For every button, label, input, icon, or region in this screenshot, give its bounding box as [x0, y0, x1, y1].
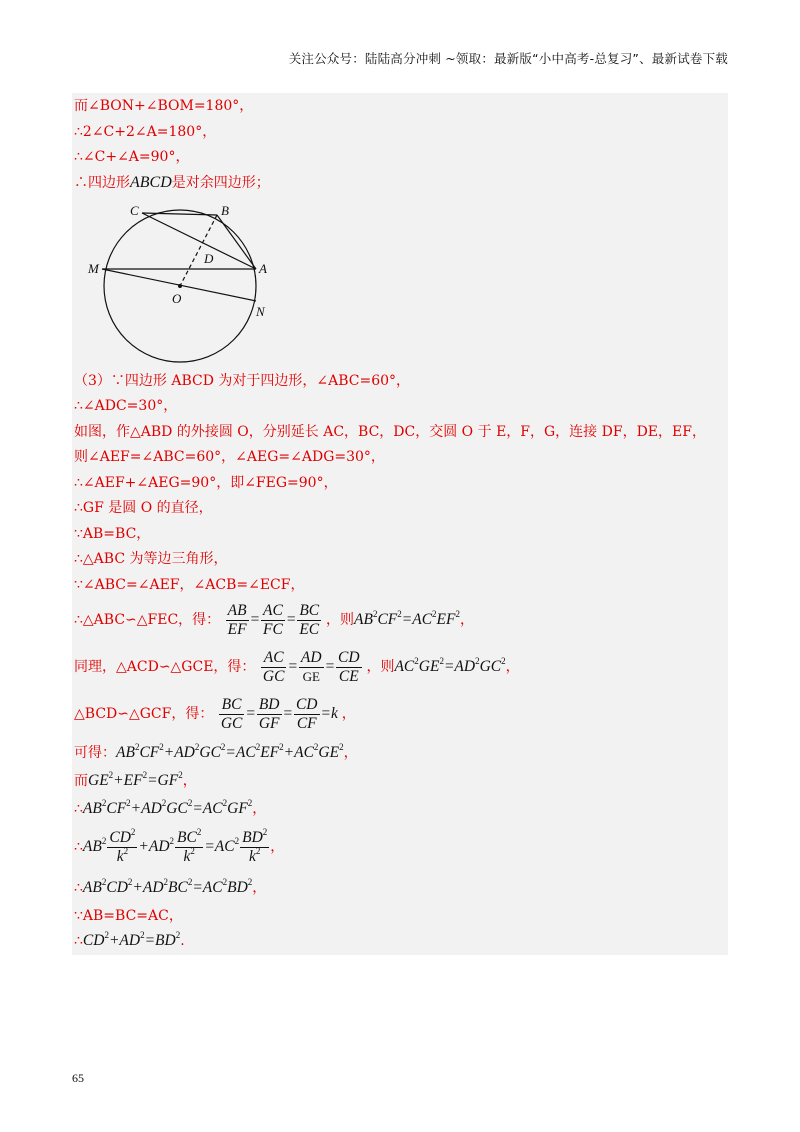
label-d: D	[204, 251, 214, 266]
text-line: 而∠BON+∠BOM=180°，	[74, 98, 254, 114]
text-line: 如图，作△ABD 的外接圆 O，分别延长 AC，BC，DC，交圆 O 于 E，F，G，连接 DF，DE，EF，	[74, 424, 706, 440]
text-line: ∴∠C+∠A=90°，	[74, 149, 190, 165]
label-n: N	[256, 304, 265, 319]
solution-panel	[72, 93, 728, 955]
equation-line: $\therefore AB^2$ $\frac{CD^2}{k^2}$ $+AD^2$ $\frac{BC^2}{k^2}$ $=AC^2$ $\frac{BD^2}{k^2}$ ，	[74, 826, 285, 865]
label-b: B	[221, 203, 229, 218]
equation-line: $\therefore CD^2+AD^2=BD^2$.	[74, 930, 185, 949]
text-line: ∵AB=BC=AC，	[74, 908, 183, 924]
equation-line: △BCD∽△GCF，得： $\frac{BC}{GC}$ = $\frac{BD}{GF}$ = $\frac{CD}{CF}$ =k ，	[74, 696, 356, 732]
circle-diagram	[80, 203, 280, 363]
page-header: 关注公众号：陆陆高分冲刺 ~领取：最新版“小中高考-总复习”、最新试卷下载	[288, 51, 728, 66]
text-line: 则∠AEF=∠ABC=60°，∠AEG=∠ADG=30°，	[74, 449, 385, 465]
text-line: ∴GF 是圆 O 的直径，	[74, 500, 213, 516]
equation-line: ∴△ABC∽△FEC，得： $\frac{AB}{EF}$ = $\frac{AC}{FC}$ = $\frac{BC}{EC}$ ，则$AB^2CF^2=AC^2EF^2$，	[74, 602, 474, 638]
label-c: C	[130, 203, 139, 218]
text-line: ∴∠AEF+∠AEG=90°，即∠FEG=90°，	[74, 475, 338, 491]
equation-line: 可得：$AB^2CF^2+AD^2GC^2=AC^2EF^2+AC^2GE^2$，	[74, 742, 358, 761]
equation-line: 同理，△ACD∽△GCE，得： $\frac{AC}{GC}$ = $\frac{AD}{GE}$ = $\frac{CD}{CE}$ ，则$AC^2GE^2=AD^2GC^2$，	[74, 649, 520, 685]
label-o: O	[172, 291, 182, 306]
text-line: ∴∠ADC=30°，	[74, 398, 178, 414]
label-m: M	[88, 261, 99, 276]
text-line: ∴2∠C+2∠A=180°，	[74, 124, 217, 140]
label-a: A	[259, 261, 267, 276]
text-line: ∴△ABC 为等边三角形，	[74, 551, 228, 567]
math-abcd: ABCD	[130, 174, 172, 191]
page-number: 65	[72, 1071, 84, 1085]
equation-line: 而$GE^2+EF^2=GF^2$，	[74, 770, 197, 789]
equation-line: $\therefore AB^2CF^2+AD^2GC^2=AC^2GF^2$，	[74, 798, 267, 817]
text-line: （3）∵四边形 ABCD 为对于四边形，∠ABC=60°，	[74, 373, 411, 389]
equation-line: $\therefore AB^2CD^2+AD^2BC^2=AC^2BD^2$，	[74, 877, 267, 896]
text-line: ∴四边形ABCD是对余四边形；	[74, 174, 270, 191]
text-line: ∵AB=BC，	[74, 526, 151, 542]
text-line: ∵∠ABC=∠AEF，∠ACB=∠ECF，	[74, 577, 305, 593]
